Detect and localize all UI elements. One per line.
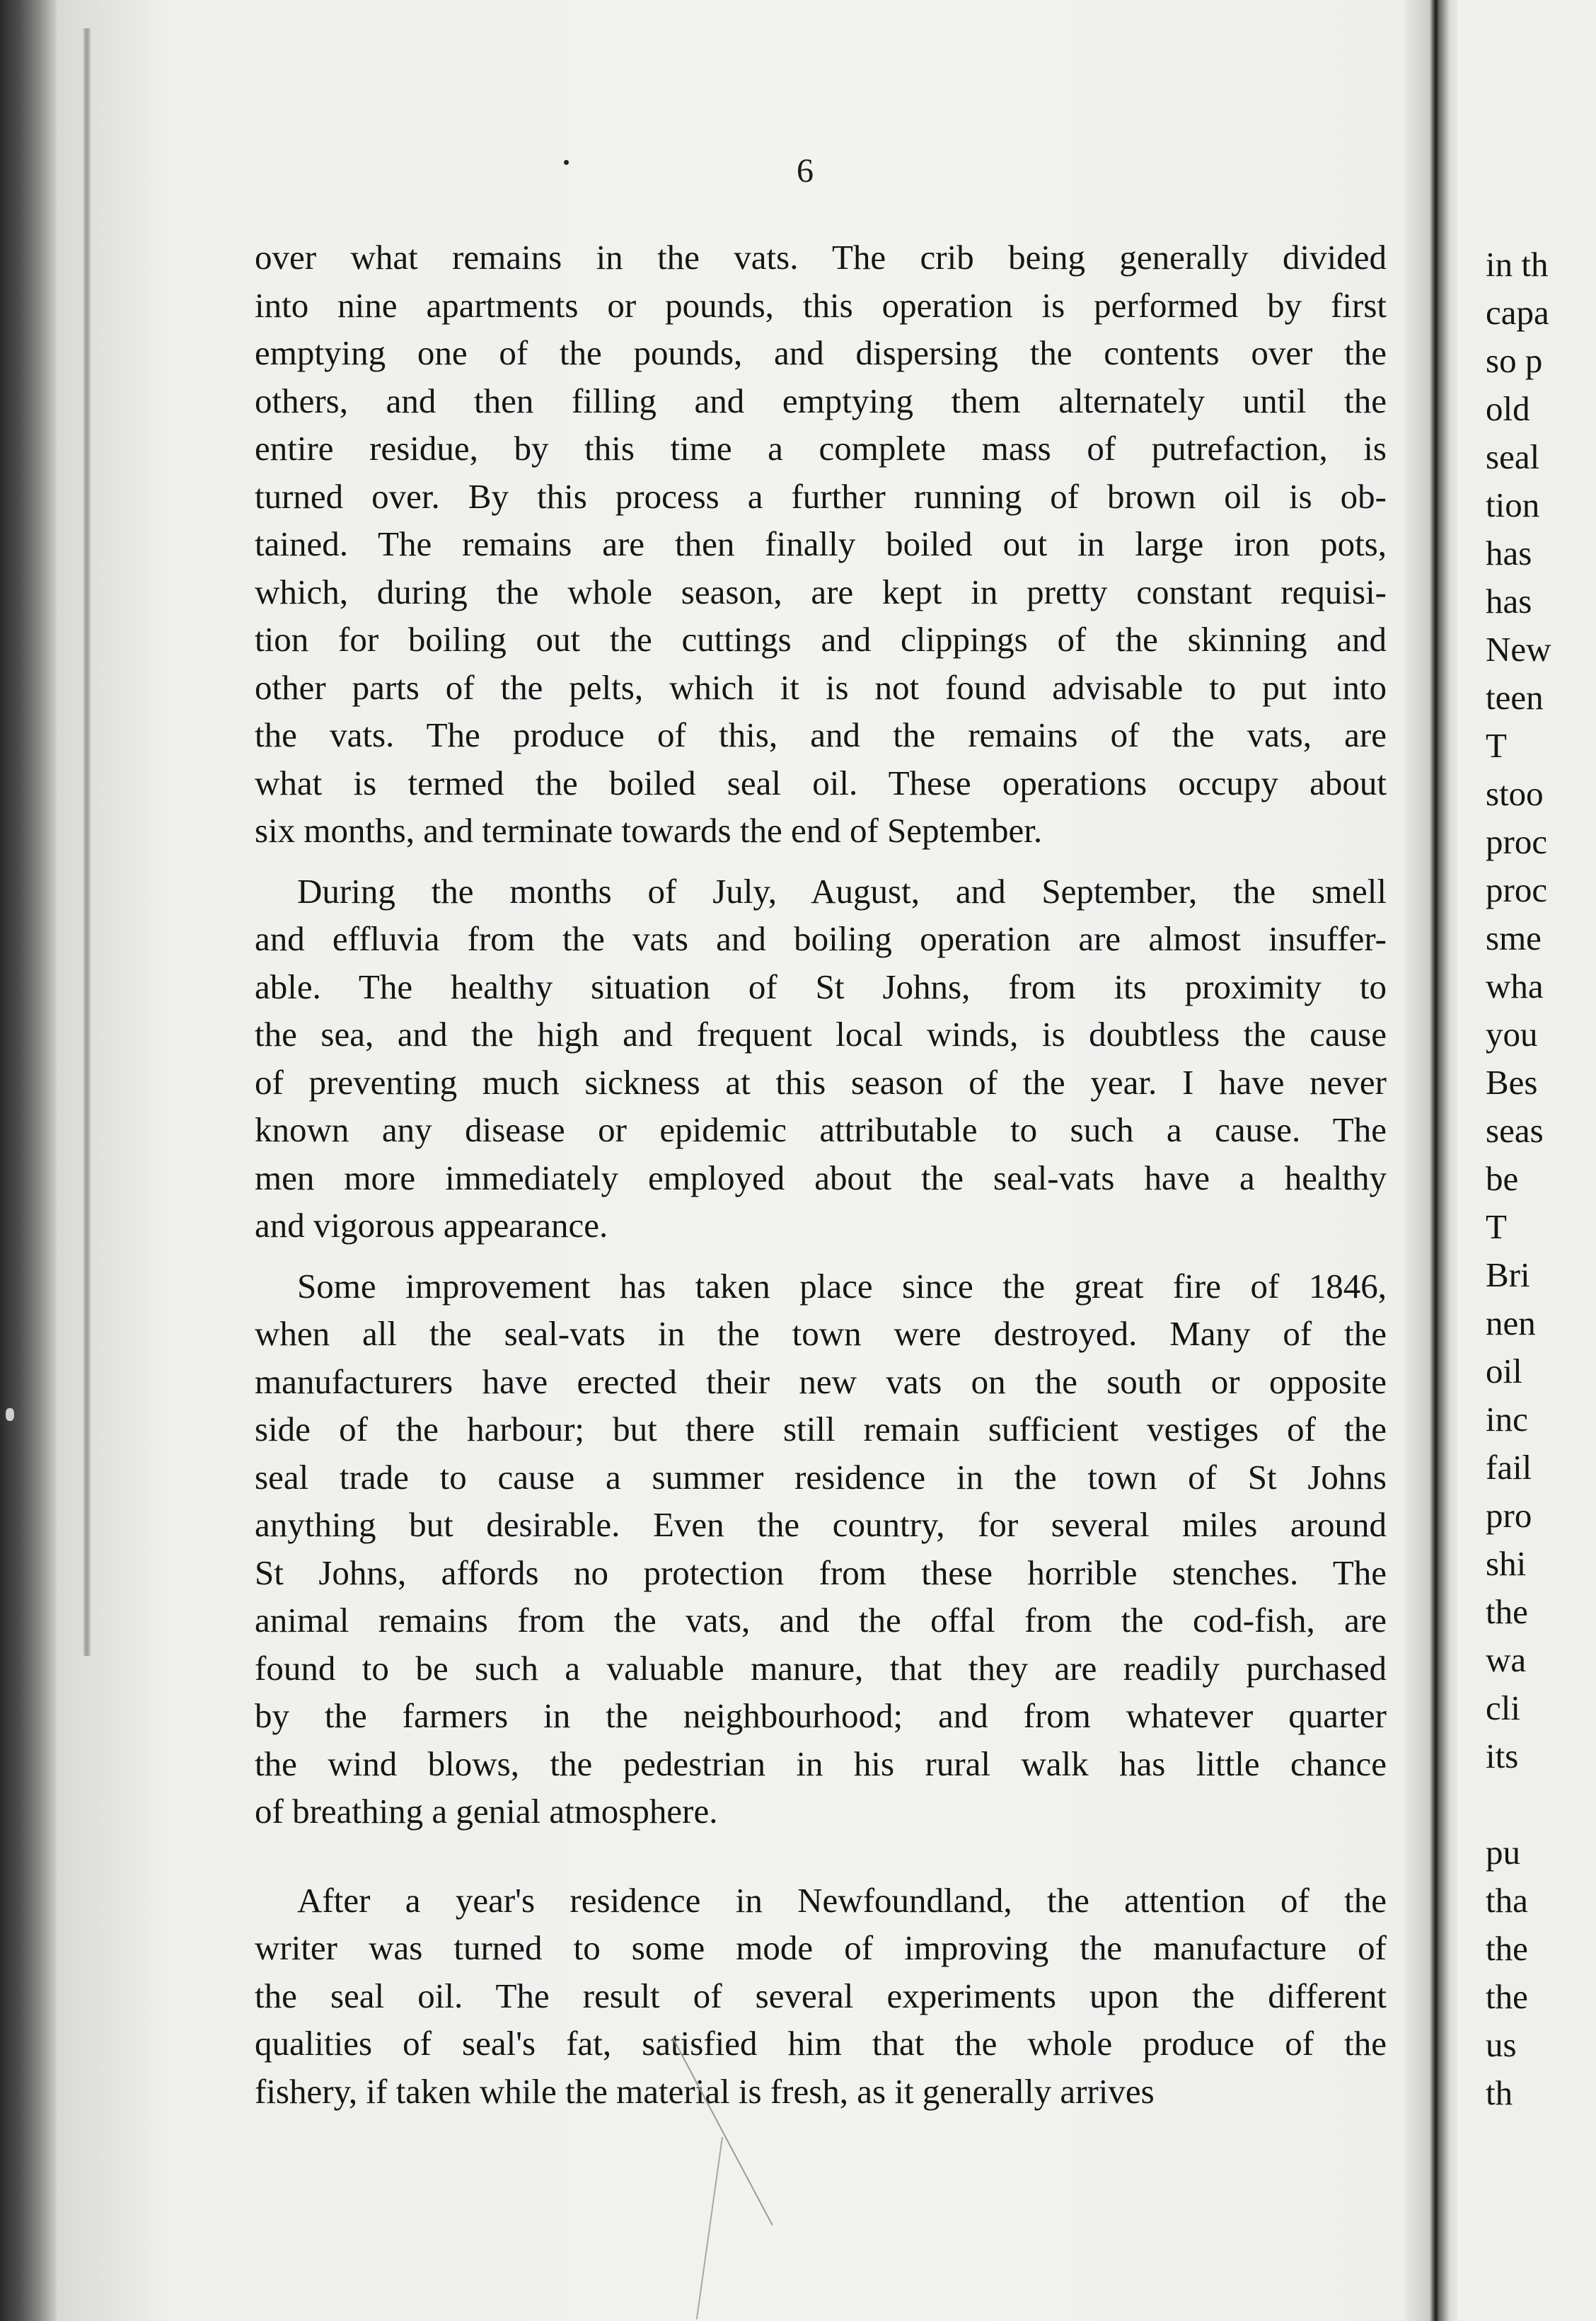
facing-line-fragment: be (1486, 1159, 1519, 1198)
facing-line-fragment: th (1486, 2073, 1513, 2112)
facing-line-fragment: Bes (1486, 1063, 1538, 1102)
facing-line-fragment: wa (1486, 1640, 1527, 1679)
text-line: fishery, if taken while the material is fresh, as it generally arrives (255, 2071, 1155, 2111)
facing-line-fragment: sme (1486, 918, 1542, 957)
text-line: tained. The remains are then finally boiled out in large iron pots, (255, 524, 1387, 563)
text-line: able. The healthy situation of St Johns, from its proximity to (255, 967, 1387, 1006)
facing-line-fragment: wha (1486, 967, 1544, 1006)
facing-line-fragment: you (1486, 1015, 1538, 1054)
facing-line-fragment: T (1486, 726, 1507, 765)
facing-line-fragment: proc (1486, 822, 1548, 861)
facing-line-fragment: us (1486, 2025, 1517, 2064)
text-line: entire residue, by this time a complete mass of putrefaction, is (255, 429, 1387, 468)
text-line: After a year's residence in Newfoundland, the attention of the (297, 1880, 1387, 1920)
text-line: writer was turned to some mode of improving the manufacture of (255, 1928, 1387, 1967)
text-line: of breathing a genial atmosphere. (255, 1792, 718, 1831)
facing-line-fragment: T (1486, 1207, 1507, 1246)
text-line: the vats. The produce of this, and the remains of the vats, are (255, 715, 1387, 754)
text-line: St Johns, affords no protection from these horrible stenches. The (255, 1553, 1387, 1592)
facing-line-fragment: capa (1486, 293, 1549, 332)
facing-line-fragment: pu (1486, 1833, 1520, 1872)
text-line: others, and then filling and emptying them alternately until the (255, 381, 1387, 420)
text-line: emptying one of the pounds, and dispersing the contents over the (255, 333, 1387, 372)
text-line: by the farmers in the neighbourhood; and from whatever quarter (255, 1696, 1387, 1735)
text-line: of preventing much sickness at this season of the year. I have never (255, 1062, 1387, 1102)
text-line: the seal oil. The result of several experiments upon the different (255, 1976, 1387, 2015)
text-line: seal trade to cause a summer residence in the town of St Johns (255, 1457, 1387, 1497)
page-number: 6 (797, 152, 814, 190)
facing-line-fragment: has (1486, 582, 1532, 621)
facing-line-fragment: New (1486, 630, 1551, 669)
text-line: turned over. By this process a further running of brown oil is ob- (255, 476, 1387, 516)
facing-line-fragment: in th (1486, 245, 1549, 284)
gutter-fold (1404, 0, 1461, 2321)
facing-line-fragment: teen (1486, 678, 1544, 717)
facing-line-fragment: oil (1486, 1352, 1522, 1390)
body-text (255, 234, 1387, 2115)
text-line: the sea, and the high and frequent local winds, is doubtless the cause (255, 1015, 1387, 1054)
text-line: the wind blows, the pedestrian in his rural walk has little chance (255, 1744, 1387, 1783)
text-line: During the months of July, August, and September, the smell (297, 871, 1387, 911)
text-line: found to be such a valuable manure, that they are readily purchased (255, 1648, 1387, 1688)
facing-page-text (1486, 241, 1551, 2117)
facing-line-fragment: pro (1486, 1496, 1532, 1535)
facing-line-fragment: nen (1486, 1303, 1536, 1342)
text-line: side of the harbour; but there still remain sufficient vestiges of the (255, 1410, 1387, 1449)
facing-line-fragment: Bri (1486, 1255, 1530, 1294)
text-line: six months, and terminate towards the end of September. (255, 811, 1043, 850)
facing-line-fragment: old (1486, 389, 1530, 428)
facing-line-fragment (1486, 1780, 1551, 1828)
text-line: tion for boiling out the cuttings and clippings of the skinning and (255, 620, 1387, 659)
facing-line-fragment: fail (1486, 1448, 1532, 1487)
text-line: which, during the whole season, are kept in pretty constant requisi- (255, 572, 1387, 611)
text-line: qualities of seal's fat, satisfied him that the whole produce of the (255, 2024, 1387, 2063)
ink-speck (564, 160, 569, 165)
binding-edge (0, 0, 57, 2321)
text-line: over what remains in the vats. The crib being generally divided (255, 238, 1387, 277)
paragraph-gap (255, 1836, 1387, 1877)
text-line: known any disease or epidemic attributable to such a cause. The (255, 1110, 1387, 1149)
facing-line-fragment: the (1486, 1977, 1528, 2016)
text-line: manufacturers have erected their new vats on the south or opposite (255, 1361, 1387, 1401)
paragraph-gap (255, 1250, 1387, 1262)
text-line: into nine apartments or pounds, this operation is performed by first (255, 285, 1387, 325)
facing-line-fragment: seas (1486, 1111, 1544, 1150)
facing-line-fragment: proc (1486, 870, 1548, 909)
text-line: and effluvia from the vats and boiling operation are almost insuffer- (255, 919, 1387, 958)
paragraph-gap (255, 855, 1387, 868)
facing-line-fragment: so p (1486, 341, 1543, 380)
text-line: and vigorous appearance. (255, 1206, 608, 1245)
text-line: what is termed the boiled seal oil. These operations occupy about (255, 763, 1387, 802)
text-line: when all the seal-vats in the town were destroyed. Many of the (255, 1314, 1387, 1353)
text-line: animal remains from the vats, and the offal from the cod-fish, are (255, 1601, 1387, 1640)
facing-line-fragment: its (1486, 1737, 1519, 1775)
text-line: other parts of the pelts, which it is not found advisable to put into (255, 667, 1387, 707)
facing-line-fragment: seal (1486, 437, 1540, 476)
facing-line-fragment: the (1486, 1592, 1528, 1631)
facing-line-fragment: inc (1486, 1400, 1528, 1439)
text-line: men more immediately employed about the seal-vats have a healthy (255, 1158, 1387, 1197)
margin-mark (6, 1408, 14, 1421)
facing-line-fragment: has (1486, 534, 1532, 572)
facing-line-fragment: cli (1486, 1688, 1520, 1727)
facing-line-fragment: tion (1486, 485, 1540, 524)
text-line: anything but desirable. Even the country, for several miles around (255, 1505, 1387, 1544)
facing-line-fragment: stoo (1486, 774, 1544, 813)
text-line: Some improvement has taken place since the great fire of 1846, (297, 1266, 1387, 1306)
facing-line-fragment: the (1486, 1929, 1528, 1968)
facing-line-fragment: shi (1486, 1544, 1527, 1583)
page-edge-strip (83, 28, 91, 1656)
facing-line-fragment: tha (1486, 1881, 1528, 1920)
